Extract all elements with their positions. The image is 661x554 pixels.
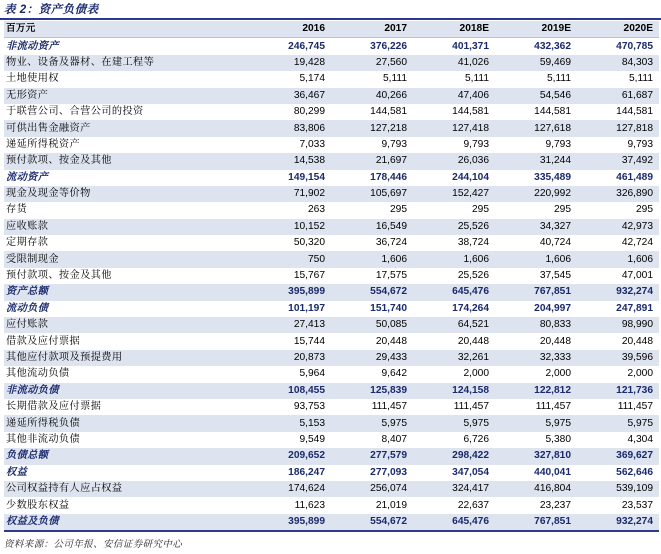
row-value: 71,902	[249, 186, 331, 202]
row-value: 750	[249, 251, 331, 267]
row-value: 440,041	[534, 466, 571, 478]
row-value: 539,109	[577, 481, 659, 497]
table-row	[4, 153, 659, 169]
balance-sheet-table	[4, 21, 659, 532]
table-row	[4, 88, 659, 104]
row-value: 144,581	[370, 106, 407, 118]
row-value: 263	[308, 204, 325, 216]
row-label: 无形资产	[4, 88, 249, 104]
row-value: 39,596	[577, 350, 659, 366]
row-value: 401,371	[452, 40, 489, 52]
row-value: 25,526	[457, 270, 489, 282]
table-row	[4, 137, 659, 153]
row-value: 47,406	[413, 88, 495, 104]
row-value: 5,964	[299, 368, 325, 380]
row-value: 64,521	[413, 317, 495, 333]
row-value: 5,380	[545, 433, 571, 445]
row-value: 645,476	[413, 284, 495, 300]
row-label: 预付款项、按金及其他	[6, 270, 112, 282]
row-label: 存货	[6, 204, 28, 216]
row-label: 流动资产	[6, 171, 49, 183]
row-value: 20,448	[621, 335, 653, 347]
row-value: 326,890	[577, 186, 659, 202]
row-label: 权益	[6, 466, 28, 478]
row-value: 5,174	[299, 73, 325, 85]
row-value: 7,033	[299, 138, 325, 150]
row-value: 144,581	[452, 106, 489, 118]
row-value: 21,697	[331, 153, 413, 169]
row-value: 80,833	[495, 317, 577, 333]
row-value: 111,457	[617, 401, 653, 413]
row-value: 36,724	[375, 237, 407, 249]
title-rule	[0, 18, 661, 20]
row-value: 15,767	[293, 270, 325, 282]
table-row	[4, 317, 659, 333]
row-value: 19,428	[249, 55, 331, 71]
row-value: 11,623	[294, 499, 325, 511]
row-label: 非流动负债	[4, 383, 249, 399]
row-value: 5,975	[413, 415, 495, 431]
row-value: 121,736	[577, 383, 659, 399]
row-value: 277,579	[331, 448, 413, 464]
table-row	[4, 251, 659, 267]
row-value: 20,448	[539, 335, 571, 347]
row-value: 122,812	[495, 383, 577, 399]
row-value: 125,839	[331, 383, 413, 399]
row-value: 1,606	[495, 251, 577, 267]
row-value: 186,247	[288, 466, 325, 478]
row-value: 32,261	[413, 350, 495, 366]
row-label: 递延所得税负债	[4, 415, 249, 431]
table-row	[4, 497, 659, 513]
header-year: 2016	[249, 21, 331, 38]
row-value: 14,538	[249, 153, 331, 169]
row-value: 6,726	[463, 433, 489, 445]
row-value: 247,891	[616, 302, 653, 314]
row-value: 152,427	[413, 186, 495, 202]
table-row	[4, 235, 659, 251]
row-value: 9,793	[463, 138, 489, 150]
row-value: 111,457	[535, 401, 571, 413]
row-value: 149,154	[288, 171, 325, 183]
row-value: 23,537	[621, 499, 653, 511]
row-value: 22,637	[457, 499, 489, 511]
row-label: 其他流动负债	[6, 368, 70, 380]
table-row	[4, 415, 659, 431]
row-value: 5,111	[547, 73, 571, 85]
row-value: 111,457	[371, 401, 407, 413]
row-value: 20,448	[457, 335, 489, 347]
row-label: 权益及负债	[4, 514, 249, 531]
row-label: 定期存款	[6, 237, 49, 249]
row-value: 151,740	[370, 302, 407, 314]
row-value: 5,111	[383, 73, 407, 85]
row-label: 应收账款	[4, 219, 249, 235]
row-value: 50,085	[331, 317, 413, 333]
row-value: 50,320	[293, 237, 325, 249]
row-value: 20,448	[375, 335, 407, 347]
row-value: 2,000	[463, 368, 489, 380]
row-value: 554,672	[331, 284, 413, 300]
row-value: 29,433	[331, 350, 413, 366]
row-value: 5,153	[249, 415, 331, 431]
row-label: 递延所得税资产	[6, 138, 81, 150]
row-value: 767,851	[495, 514, 577, 531]
table-row	[4, 481, 659, 497]
header-year: 2020E	[577, 21, 659, 38]
row-value: 9,793	[627, 138, 653, 150]
row-value: 5,111	[629, 73, 653, 85]
row-value: 42,973	[577, 219, 659, 235]
row-value: 59,469	[495, 55, 577, 71]
row-value: 38,724	[457, 237, 489, 249]
row-label: 少数股东权益	[6, 499, 70, 511]
row-value: 101,197	[288, 302, 325, 314]
row-label: 其他非流动负债	[6, 433, 81, 445]
row-label: 资产总额	[4, 284, 249, 300]
table-row-section	[4, 284, 659, 300]
row-value: 767,851	[495, 284, 577, 300]
row-value: 932,274	[577, 284, 659, 300]
row-value: 31,244	[495, 153, 577, 169]
row-value: 84,303	[577, 55, 659, 71]
row-value: 54,546	[495, 88, 577, 104]
row-value: 98,990	[577, 317, 659, 333]
row-value: 127,618	[495, 120, 577, 136]
row-label: 物业、设备及器材、在建工程等	[4, 55, 249, 71]
row-value: 16,549	[331, 219, 413, 235]
row-value: 327,810	[495, 448, 577, 464]
row-label: 现金及现金等价物	[4, 186, 249, 202]
table-row-section	[4, 465, 659, 481]
row-value: 295	[472, 204, 489, 216]
row-value: 9,793	[545, 138, 571, 150]
row-value: 37,545	[539, 270, 571, 282]
table-body	[4, 38, 659, 531]
row-value: 80,299	[293, 106, 325, 118]
row-value: 1,606	[331, 251, 413, 267]
row-value: 295	[390, 204, 407, 216]
table-row-section	[4, 383, 659, 399]
row-label: 流动负债	[6, 302, 49, 314]
row-value: 395,899	[249, 284, 331, 300]
header-year: 2018E	[413, 21, 495, 38]
row-label: 借款及应付票据	[6, 335, 81, 347]
row-value: 127,818	[577, 120, 659, 136]
source-note: 资料来源：公司年报、安信证券研究中心	[4, 539, 183, 550]
row-value: 5,111	[465, 73, 489, 85]
row-value: 127,418	[413, 120, 495, 136]
row-value: 23,237	[539, 499, 571, 511]
row-value: 124,158	[413, 383, 495, 399]
row-value: 9,642	[381, 368, 407, 380]
row-value: 32,333	[495, 350, 577, 366]
row-value: 178,446	[370, 171, 407, 183]
row-label: 于联营公司、合营公司的投资	[6, 106, 144, 118]
row-label: 非流动资产	[6, 40, 59, 52]
row-value: 26,036	[413, 153, 495, 169]
row-value: 34,327	[495, 219, 577, 235]
row-value: 277,093	[370, 466, 407, 478]
header-year: 2019E	[495, 21, 577, 38]
row-value: 5,975	[331, 415, 413, 431]
row-value: 36,467	[249, 88, 331, 104]
row-value: 369,627	[577, 448, 659, 464]
row-value: 144,581	[616, 106, 653, 118]
row-value: 470,785	[616, 40, 653, 52]
table-row	[4, 202, 659, 218]
row-label: 应付账款	[4, 317, 249, 333]
row-value: 40,724	[539, 237, 571, 249]
row-value: 562,646	[616, 466, 653, 478]
row-value: 432,362	[534, 40, 571, 52]
row-value: 174,264	[452, 302, 489, 314]
table-row-section	[4, 301, 659, 317]
table-row	[4, 104, 659, 120]
row-value: 93,753	[293, 401, 325, 413]
table-row	[4, 432, 659, 448]
row-label: 受限制现金	[4, 251, 249, 267]
row-value: 21,019	[375, 499, 407, 511]
row-value: 554,672	[331, 514, 413, 531]
table-row-section	[4, 514, 659, 531]
row-label: 负债总额	[4, 448, 249, 464]
row-value: 298,422	[413, 448, 495, 464]
row-value: 246,745	[288, 40, 325, 52]
row-value: 25,526	[413, 219, 495, 235]
row-value: 27,413	[249, 317, 331, 333]
row-value: 461,489	[616, 171, 653, 183]
table-row	[4, 366, 659, 382]
row-value: 10,152	[249, 219, 331, 235]
row-value: 40,266	[331, 88, 413, 104]
row-value: 395,899	[249, 514, 331, 531]
row-label: 公司权益持有人应占权益	[4, 481, 249, 497]
table-row	[4, 55, 659, 71]
row-value: 61,687	[577, 88, 659, 104]
row-value: 9,549	[299, 433, 325, 445]
row-label: 长期借款及应付票据	[6, 401, 102, 413]
table-row-section	[4, 448, 659, 464]
row-value: 347,054	[452, 466, 489, 478]
row-value: 15,744	[293, 335, 325, 347]
header-year: 2017	[331, 21, 413, 38]
row-value: 5,975	[577, 415, 659, 431]
header-unit-label: 百万元	[4, 21, 249, 38]
table-header-row	[4, 21, 659, 38]
row-value: 1,606	[413, 251, 495, 267]
row-value: 204,997	[534, 302, 571, 314]
table-row	[4, 333, 659, 349]
row-value: 105,697	[331, 186, 413, 202]
row-label: 土地使用权	[6, 73, 59, 85]
row-value: 209,652	[249, 448, 331, 464]
row-value: 295	[636, 204, 653, 216]
row-value: 27,560	[331, 55, 413, 71]
row-value: 127,218	[331, 120, 413, 136]
row-value: 17,575	[375, 270, 407, 282]
row-value: 5,975	[495, 415, 577, 431]
row-label: 可供出售金融资产	[4, 120, 249, 136]
row-value: 47,001	[621, 270, 653, 282]
row-value: 1,606	[577, 251, 659, 267]
row-value: 144,581	[534, 106, 571, 118]
row-value: 220,992	[495, 186, 577, 202]
table-row	[4, 120, 659, 136]
row-value: 9,793	[381, 138, 407, 150]
row-value: 8,407	[381, 433, 407, 445]
row-label: 其他应付款项及预提费用	[4, 350, 249, 366]
row-value: 295	[554, 204, 571, 216]
row-value: 244,104	[452, 171, 489, 183]
row-value: 416,804	[495, 481, 577, 497]
row-value: 37,492	[577, 153, 659, 169]
row-value: 108,455	[249, 383, 331, 399]
row-value: 111,457	[453, 401, 489, 413]
table-row	[4, 350, 659, 366]
row-value: 20,873	[249, 350, 331, 366]
table-row-section	[4, 38, 659, 55]
row-value: 4,304	[627, 433, 653, 445]
table-row	[4, 268, 659, 284]
row-value: 2,000	[545, 368, 571, 380]
row-value: 83,806	[249, 120, 331, 136]
row-value: 376,226	[370, 40, 407, 52]
row-value: 256,074	[331, 481, 413, 497]
row-value: 932,274	[577, 514, 659, 531]
table-row-section	[4, 170, 659, 186]
table-row	[4, 71, 659, 87]
table-row	[4, 399, 659, 415]
row-value: 41,026	[413, 55, 495, 71]
table-row	[4, 219, 659, 235]
row-value: 324,417	[413, 481, 495, 497]
row-value: 335,489	[534, 171, 571, 183]
row-label: 预付款项、按金及其他	[4, 153, 249, 169]
row-value: 174,624	[249, 481, 331, 497]
table-title: 表 2：资产负债表	[4, 4, 99, 16]
table-row	[4, 186, 659, 202]
row-value: 42,724	[621, 237, 653, 249]
row-value: 2,000	[627, 368, 653, 380]
row-value: 645,476	[413, 514, 495, 531]
